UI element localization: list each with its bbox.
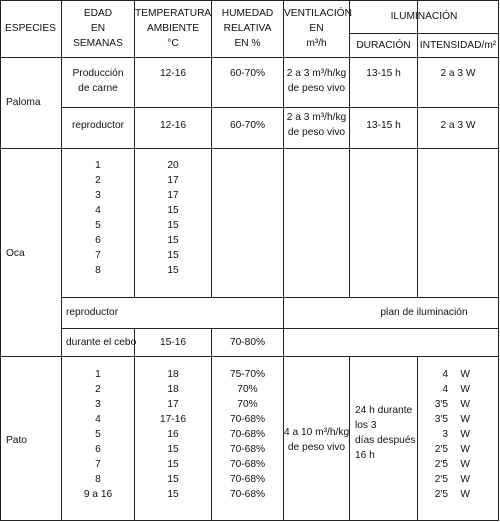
paloma-row1-dur: 13-15 h (366, 68, 401, 79)
oca-temp: 15 (167, 205, 179, 216)
oca-cebo-hum: 70-80% (229, 337, 266, 348)
header-especies: ESPECIES (5, 23, 56, 34)
pato-weeks (62, 367, 134, 502)
paloma-row1-vent: 2 a 3 m³/h/kg de peso vivo (286, 68, 347, 94)
pato-temp: 15 (167, 444, 179, 455)
pato-temp: 17-16 (159, 414, 187, 425)
paloma-row2-temp: 12-16 (159, 120, 187, 131)
paloma-row2-int: 2 a 3 W (440, 120, 476, 131)
oca-week: 6 (95, 235, 101, 246)
pato-week: 2 (95, 384, 101, 395)
pato-int-row (418, 412, 498, 427)
pato-int-row (418, 472, 498, 487)
oca-week: 5 (95, 220, 101, 231)
oca-temp: 15 (167, 265, 179, 276)
header-humedad: HUMEDAD RELATIVA EN % (221, 8, 274, 49)
pato-int-unit: W (460, 369, 470, 380)
header-ventilacion: VENTILACIÓN EN m³/h (284, 8, 352, 49)
oca-temp: 15 (167, 235, 179, 246)
oca-week: 8 (95, 265, 101, 276)
oca-reproductor: reproductor (66, 307, 119, 318)
pato-week: 7 (95, 459, 101, 470)
pato-week: 5 (95, 429, 101, 440)
pato-temp: 18 (167, 384, 179, 395)
species-paloma: Paloma (6, 97, 41, 108)
pato-int-value: 4 (442, 369, 448, 380)
pato-intensidad (418, 367, 498, 502)
paloma-row1-edad: Producción de carne (72, 68, 124, 94)
header-intensidad: INTENSIDAD/m² (419, 40, 497, 51)
paloma-row1-temp: 12-16 (159, 68, 187, 79)
pato-int-row (418, 442, 498, 457)
pato-hum: 70% (237, 384, 258, 395)
pato-hum: 70-68% (229, 489, 266, 500)
pato-vent: 4 a 10 m³/h/kg de peso vivo (284, 427, 350, 453)
oca-temp: 17 (167, 190, 179, 201)
header-temperatura: TEMPERATURA AMBIENTE °C (135, 8, 212, 49)
pato-int-unit: W (460, 429, 470, 440)
pato-int-value: 4 (442, 384, 448, 395)
paloma-row2-hum: 60-70% (229, 120, 266, 131)
pato-int-unit: W (460, 459, 470, 470)
pato-int-unit: W (460, 414, 470, 425)
paloma-row1-int: 2 a 3 W (440, 68, 476, 79)
oca-week: 3 (95, 190, 101, 201)
oca-week: 7 (95, 250, 101, 261)
pato-temp: 18 (167, 369, 179, 380)
pato-week: 1 (95, 369, 101, 380)
paloma-row2-dur: 13-15 h (366, 120, 401, 131)
pato-hum: 70-68% (229, 414, 266, 425)
header-duracion: DURACIÓN (356, 40, 411, 51)
oca-temp: 17 (167, 175, 179, 186)
pato-hum: 70% (237, 399, 258, 410)
pato-week: 6 (95, 444, 101, 455)
pato-int-unit: W (460, 399, 470, 410)
pato-int-unit: W (460, 474, 470, 485)
pato-hum: 75-70% (229, 369, 266, 380)
paloma-row2-edad: reproductor (71, 120, 125, 131)
pato-week: 9 a 16 (83, 489, 113, 500)
pato-int-unit: W (460, 384, 470, 395)
species-oca: Oca (6, 248, 25, 259)
paloma-row1-hum: 60-70% (229, 68, 266, 79)
pato-hum: 70-68% (229, 459, 266, 470)
pato-int-unit: W (460, 489, 470, 500)
pato-int-row (418, 427, 498, 442)
pato-temp: 17 (167, 399, 179, 410)
oca-plan-iluminacion: plan de iluminación (380, 307, 468, 318)
oca-week: 1 (95, 160, 101, 171)
oca-cebo: durante el cebo (66, 337, 137, 348)
pato-int-row (418, 397, 498, 412)
species-pato: Pato (6, 435, 27, 446)
pato-hum: 70-68% (229, 474, 266, 485)
pato-temp: 15 (167, 474, 179, 485)
pato-int-value: 3 (442, 429, 448, 440)
header-iluminacion: ILUMINACIÓN (390, 11, 458, 22)
oca-week: 2 (95, 175, 101, 186)
paloma-row2-vent: 2 a 3 m³/h/kg de peso vivo (286, 112, 347, 138)
pato-int-value: 2'5 (434, 459, 448, 470)
oca-temp: 15 (167, 250, 179, 261)
pato-int-value: 3'5 (434, 414, 448, 425)
oca-temp: 15 (167, 220, 179, 231)
oca-week: 4 (95, 205, 101, 216)
pato-week: 3 (95, 399, 101, 410)
pato-temp: 16 (167, 429, 179, 440)
header-edad: EDAD EN SEMANAS (73, 8, 123, 49)
pato-int-unit: W (460, 444, 470, 455)
oca-cebo-temp: 15-16 (159, 337, 187, 348)
pato-int-value: 3'5 (434, 399, 448, 410)
pato-int-value: 2'5 (434, 489, 448, 500)
pato-int-row (418, 457, 498, 472)
pato-duracion: 24 h durante los 3 días después 16 h (355, 405, 416, 461)
pato-temp: 15 (167, 459, 179, 470)
pato-int-value: 2'5 (434, 474, 448, 485)
pato-week: 4 (95, 414, 101, 425)
pato-int-value: 2'5 (434, 444, 448, 455)
pato-int-row (418, 367, 498, 382)
pato-hum: 70-68% (229, 429, 266, 440)
pato-temps (135, 367, 211, 502)
pato-int-row (418, 382, 498, 397)
pato-int-row (418, 487, 498, 502)
oca-temps (135, 158, 211, 278)
pato-hum: 70-68% (229, 444, 266, 455)
oca-weeks (62, 158, 134, 278)
pato-hums (212, 367, 283, 502)
pato-temp: 15 (167, 489, 179, 500)
oca-temp: 20 (167, 160, 179, 171)
pato-week: 8 (95, 474, 101, 485)
